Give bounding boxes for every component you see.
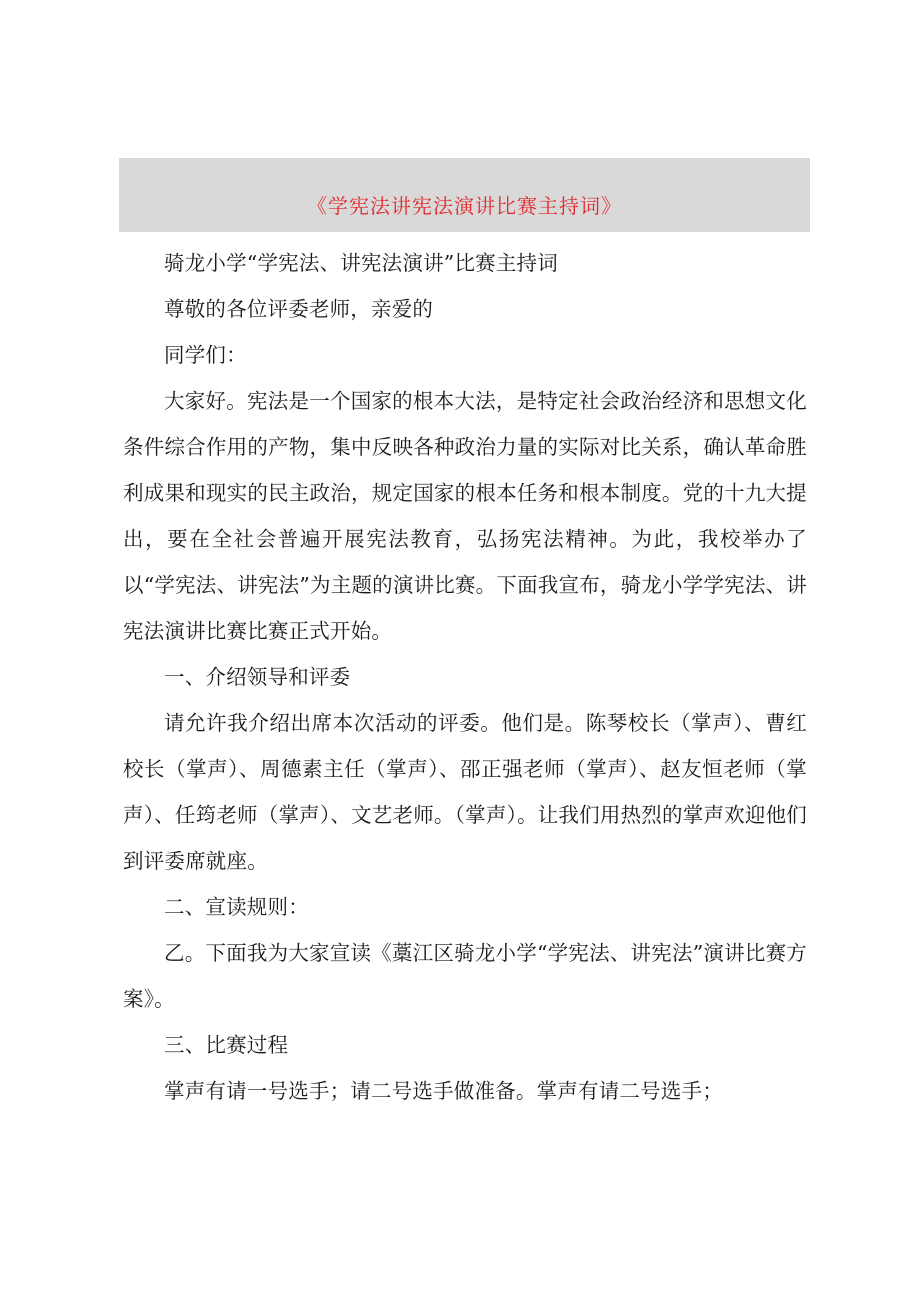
document-title: 《学宪法讲宪法演讲比赛主持词》 (307, 193, 622, 218)
paragraph-rules: 乙。下面我为大家宣读《藁江区骑龙小学“学宪法、讲宪法”演讲比赛方案》。 (123, 941, 807, 1011)
paragraph-salutation-cont: 同学们： (164, 343, 247, 367)
document-body (123, 240, 807, 1114)
paragraph-process: 掌声有请一号选手；请二号选手做准备。掌声有请二号选手； (164, 1079, 723, 1103)
section-heading-3: 三、比赛过程 (164, 1033, 289, 1057)
paragraph-intro: 大家好。宪法是一个国家的根本大法，是特定社会政治经济和思想文化条件综合作用的产物，集中反映各种政治力量的实际对比关系，确认革命胜利成果和现实的民主政治，规定国家的根本任务和根本制度。党的十九大提出，要在全社会普遍开展宪法教育，弘扬宪法精神。为此，我校举办了以“学宪法、讲宪法”为主题的演讲比赛。下面我宣布，骑龙小学学宪法、讲宪法演讲比赛比赛正式开始。 (123, 389, 807, 643)
title-banner (119, 158, 810, 232)
paragraph-salutation: 尊敬的各位评委老师，亲爱的 (164, 297, 434, 321)
paragraph-subtitle: 骑龙小学“学宪法、讲宪法演讲”比赛主持词 (164, 251, 558, 275)
section-heading-1: 一、介绍领导和评委 (164, 665, 351, 689)
paragraph-judges: 请允许我介绍出席本次活动的评委。他们是。陈琴校长（掌声）、曹红校长（掌声）、周德素主任（掌声）、邵正强老师（掌声）、赵友恒老师（掌声）、任筠老师（掌声）、文艺老师。（掌声）。让我们用热烈的掌声欢迎他们到评委席就座。 (123, 711, 807, 873)
section-heading-2: 二、宣读规则： (164, 895, 309, 919)
